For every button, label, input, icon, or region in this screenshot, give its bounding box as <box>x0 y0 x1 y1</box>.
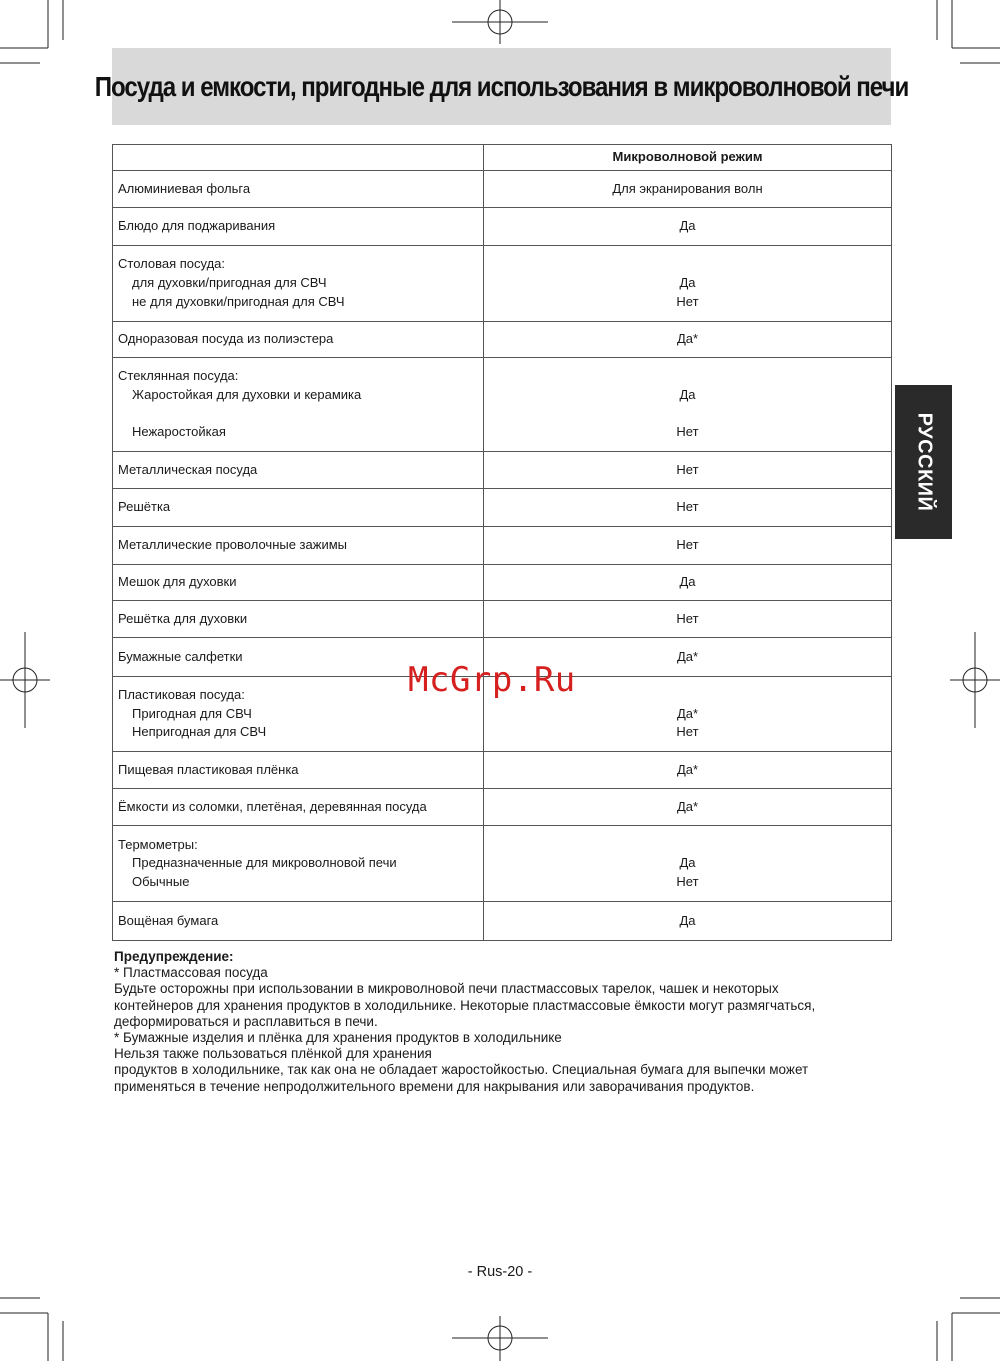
item-cell <box>113 171 484 208</box>
table-row <box>113 452 892 489</box>
warning-block <box>114 949 904 1095</box>
value-cell <box>484 902 892 941</box>
item-cell <box>113 208 484 246</box>
value-cell <box>484 601 892 638</box>
table-row <box>113 171 892 208</box>
item-cell <box>113 677 484 752</box>
item-label: Вощёная бумага <box>118 912 219 928</box>
value-cell <box>484 452 892 489</box>
warning-line: деформироваться и расплавиться в печи. <box>114 1013 378 1029</box>
warning-line: контейнеров для хранения продуктов в холодильнике. Некоторые пластмассовые ёмкости могут размягчаться, <box>114 997 816 1013</box>
mode-value: Нет <box>676 724 699 740</box>
mode-value: Для экранирования волн <box>612 180 763 196</box>
mode-value: Нет <box>676 424 699 440</box>
item-cell <box>113 565 484 601</box>
item-cell <box>113 638 484 677</box>
mode-value <box>484 686 891 705</box>
mode-value <box>484 405 891 424</box>
value-cell <box>484 826 892 902</box>
item-label: Пищевая пластиковая плёнка <box>118 761 299 777</box>
value-cell <box>484 565 892 601</box>
item-sublabel: Обычные <box>132 873 190 889</box>
item-label: Металлическая посуда <box>118 461 258 477</box>
value-cell <box>484 789 892 826</box>
mode-value: Да* <box>676 705 699 721</box>
item-label: Мешок для духовки <box>118 574 237 590</box>
mode-value: Да* <box>676 648 699 664</box>
mode-value: Нет <box>676 461 699 477</box>
value-cell <box>484 752 892 789</box>
mode-value: Нет <box>676 610 699 626</box>
warning-line: * Пластмассовая посуда <box>114 965 268 981</box>
item-sublabel: Пригодная для СВЧ <box>132 705 252 721</box>
language-tab <box>895 385 952 539</box>
item-cell <box>113 489 484 527</box>
mode-value: Да* <box>676 331 699 347</box>
item-sublabel <box>118 405 483 424</box>
warning-line: Нельзя также пользоваться плёнкой для хранения <box>114 1046 432 1062</box>
mode-value <box>484 836 891 855</box>
mode-value: Да <box>679 218 696 234</box>
item-label: Ёмкости из соломки, плетёная, деревянная посуда <box>118 798 427 814</box>
mode-value: Нет <box>676 873 699 889</box>
table-row <box>113 752 892 789</box>
value-cell <box>484 322 892 358</box>
item-cell <box>113 322 484 358</box>
mode-value: Да* <box>676 798 699 814</box>
table-row <box>113 208 892 246</box>
mode-value <box>484 367 891 386</box>
item-sublabel: Непригодная для СВЧ <box>132 724 267 740</box>
item-cell <box>113 902 484 941</box>
item-label: Алюминиевая фольга <box>118 180 251 196</box>
mode-value <box>484 255 891 274</box>
table-body <box>113 171 892 941</box>
item-cell <box>113 752 484 789</box>
value-cell <box>484 638 892 677</box>
watermark: McGrp.Ru <box>408 660 576 700</box>
table-row <box>113 677 892 752</box>
item-cell <box>113 246 484 322</box>
mode-value: Да* <box>676 761 699 777</box>
item-cell <box>113 527 484 565</box>
value-cell <box>484 171 892 208</box>
mode-value: Нет <box>676 293 699 309</box>
table-row <box>113 527 892 565</box>
warning-text <box>114 965 904 1095</box>
item-label: Блюдо для поджаривания <box>118 218 276 234</box>
item-sublabel: Нежаростойкая <box>132 424 226 440</box>
table-header-row <box>113 145 892 171</box>
item-label: Столовая посуда: <box>118 256 226 272</box>
item-cell <box>113 358 484 452</box>
warning-line: * Бумажные изделия и плёнка для хранения продуктов в холодильнике <box>114 1030 562 1046</box>
item-cell <box>113 826 484 902</box>
item-label: Решётка для духовки <box>118 610 248 626</box>
table-row <box>113 565 892 601</box>
item-label: Термометры: <box>118 836 198 852</box>
item-label: Стеклянная посуда: <box>118 368 239 384</box>
warning-line: продуктов в холодильнике, так как она не обладает жаростойкостью. Специальная бумага для выпечки может <box>114 1062 809 1078</box>
item-sublabel: Жаростойкая для духовки и керамика <box>132 386 362 402</box>
mode-value: Да <box>679 855 696 871</box>
table-row <box>113 322 892 358</box>
warning-line: Будьте осторожны при использовании в микроволновой печи пластмассовых тарелок, чашек и некоторых <box>114 981 779 997</box>
item-cell <box>113 452 484 489</box>
value-cell <box>484 246 892 322</box>
value-cell <box>484 527 892 565</box>
value-cell <box>484 208 892 246</box>
page-title: Посуда и емкости, пригодные для использования в микроволновой печи <box>94 70 909 102</box>
item-cell <box>113 789 484 826</box>
item-sublabel: для духовки/пригодная для СВЧ <box>132 275 327 291</box>
value-cell <box>484 358 892 452</box>
table-row <box>113 489 892 527</box>
value-cell <box>484 677 892 752</box>
warning-heading: Предупреждение: <box>114 949 234 964</box>
item-label: Пластиковая посуда: <box>118 687 245 702</box>
item-sublabel: Предназначенные для микроволновой печи <box>132 855 397 871</box>
mode-value: Да <box>679 574 696 590</box>
table-row <box>113 601 892 638</box>
item-label: Решётка <box>118 499 171 515</box>
mode-value: Нет <box>676 499 699 515</box>
warning-line: применяться в течение непродолжительного времени для накрывания или заворачивания продуктов. <box>114 1078 755 1094</box>
item-label: Одноразовая посуда из полиэстера <box>118 331 334 347</box>
mode-value: Да <box>679 386 696 402</box>
mode-value: Нет <box>676 537 699 553</box>
header-microwave-mode: Микроволновой режим <box>484 145 892 171</box>
item-cell <box>113 601 484 638</box>
table-row <box>113 246 892 322</box>
table-row <box>113 358 892 452</box>
item-label: Металлические проволочные зажимы <box>118 537 347 553</box>
title-band <box>94 48 909 125</box>
page-number: - Rus-20 - <box>467 1264 533 1280</box>
table-row <box>113 902 892 941</box>
item-sublabel: не для духовки/пригодная для СВЧ <box>132 293 345 309</box>
table-row <box>113 789 892 826</box>
mode-value: Да <box>679 912 696 928</box>
value-cell <box>484 489 892 527</box>
table-row <box>113 826 892 902</box>
table-row <box>113 638 892 677</box>
language-tab-label: РУССКИЙ <box>913 412 935 512</box>
mode-value: Да <box>679 275 696 291</box>
item-label: Бумажные салфетки <box>118 648 243 664</box>
header-item <box>113 145 484 171</box>
cookware-table <box>112 144 892 941</box>
